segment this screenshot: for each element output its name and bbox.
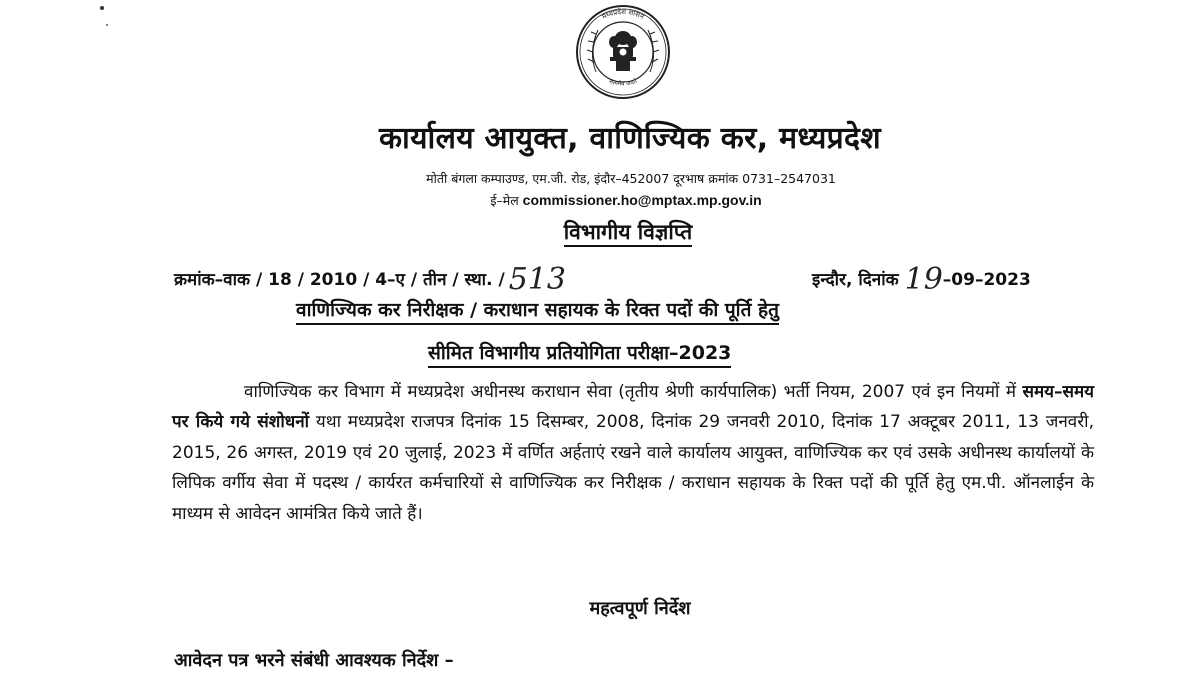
office-address: मोती बंगला कम्पाउण्ड, एम.जी. रोड, इंदौर–452007 दूरभाष क्रमांक 0731–2547031 [426, 171, 836, 186]
place-label: इन्दौर, दिनांक [812, 270, 899, 290]
notice-title-text: विभागीय विज्ञप्ति [564, 220, 693, 247]
date-day-handwritten: 19 [904, 262, 943, 297]
email-label: ई–मेल [490, 193, 519, 208]
scan-speck [106, 24, 108, 26]
scan-speck [100, 6, 104, 10]
body-text-bold: समय–समय पर किये गये संशोधनों [172, 382, 1094, 433]
notice-body-paragraph [172, 377, 1094, 529]
notice-title [0, 218, 1200, 246]
reference-number-handwritten: 513 [508, 262, 566, 297]
application-instructions-heading: आवेदन पत्र भरने संबंधी आवश्यक निर्देश – [174, 650, 454, 671]
subject-line-2: सीमित विभागीय प्रतियोगिता परीक्षा–2023 [428, 339, 731, 368]
body-text-part-1: वाणिज्यिक कर विभाग में मध्यप्रदेश अधीनस्थ कराधान सेवा (तृतीय श्रेणी कार्यपालिक) भर्ती नियम, 2007 एवं इन नियमों में [244, 382, 1023, 402]
email-address: commissioner.ho@mptax.mp.gov.in [522, 192, 762, 208]
state-emblem-icon [568, 2, 678, 102]
emblem-top-text: मध्यप्रदेश शासन [600, 7, 646, 22]
subject-line-1: वाणिज्यिक कर निरीक्षक / कराधान सहायक के रिक्त पदों की पूर्ति हेतु [296, 296, 779, 325]
svg-text:सत्यमेव जयते [608, 77, 639, 88]
body-text-part-2: यथा मध्यप्रदेश राजपत्र दिनांक 15 दिसम्बर, 2008, दिनांक 29 जनवरी 2010, दिनांक 17 अक्टूबर 2011, 13 जनवरी, 2015, 26 अगस्त, 2019 एवं 20 जुलाई, 2023 में वर्णित अर्हताएं रखने वाले कार्यालय आयुक्त, वाणिज्यिक कर एवं उसके अधीनस्थ कार्यालयों के लिपिक वर्गीय सेवा में पदस्थ / कार्यरत कर्मचारियों से वाणिज्यिक कर निरीक्षक / कराधान सहायक के रिक्त पदों की पूर्ति हेतु एम.पी. ऑनलाईन के माध्यम से आवेदन आमंत्रित किये जाते हैं। [172, 412, 1094, 524]
emblem-bottom-text: सत्यमेव जयते [607, 77, 639, 88]
date-rest: –09–2023 [942, 270, 1031, 290]
office-title: कार्यालय आयुक्त, वाणिज्यिक कर, मध्यप्रदेश [379, 121, 881, 156]
important-instructions-heading: महत्वपूर्ण निर्देश [589, 598, 691, 619]
office-email-line [0, 192, 1200, 209]
place-date-line [812, 262, 1031, 297]
reference-prefix: क्रमांक–वाक / 18 / 2010 / 4–ए / तीन / स्था. / [174, 270, 505, 290]
reference-number-line [174, 262, 566, 297]
